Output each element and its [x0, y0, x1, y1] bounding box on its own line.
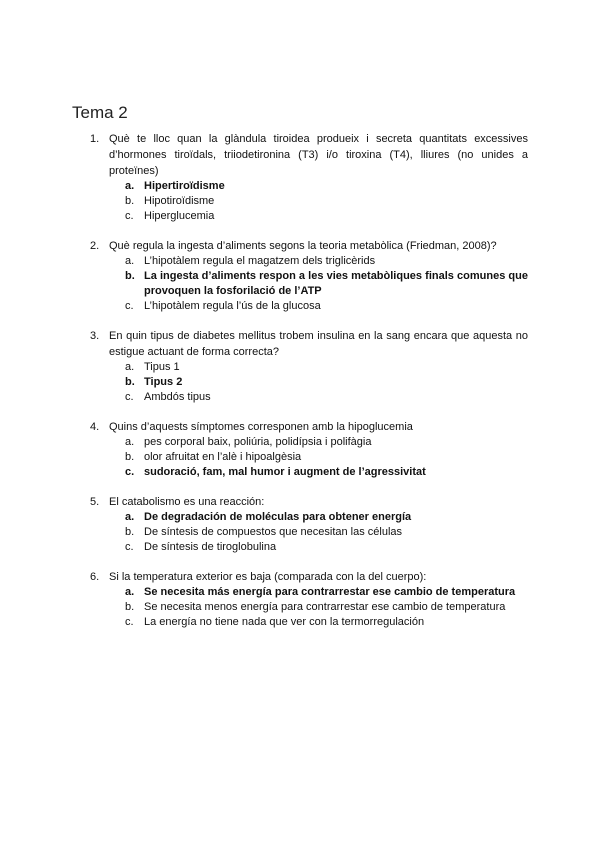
answer-option [125, 435, 528, 450]
answer-text: pes corporal baix, poliúria, polidípsia i polifàgia [144, 436, 372, 448]
answer-text: De degradación de moléculas para obtener energía [144, 511, 412, 523]
answer-option [125, 269, 528, 299]
question-1 [90, 131, 528, 224]
answer-text: De síntesis de compuestos que necesitan las células [144, 526, 403, 538]
question-3 [90, 328, 528, 405]
question-number: 6. [90, 571, 100, 583]
question-text: Quins d’aquests símptomes corresponen amb la hipoglucemia [109, 421, 413, 433]
answer-option [125, 510, 528, 525]
question-text: Què te lloc quan la glàndula tiroidea produeix i secreta quantitats excessives d’hormones tiroïdals, triiodetironina (T3) i/o tiroxina (T4), lliures (no unides a proteïnes) [109, 133, 528, 177]
answer-text: La energía no tiene nada que ver con la termorregulación [144, 616, 425, 628]
question-row [90, 328, 528, 360]
answer-option [125, 254, 528, 269]
answer-list [90, 179, 528, 224]
answer-letter: c. [125, 210, 134, 222]
question-row [90, 494, 528, 510]
answer-letter: c. [125, 391, 134, 403]
answer-letter: a. [125, 436, 135, 448]
answer-letter: a. [125, 255, 135, 267]
question-row [90, 419, 528, 435]
answer-letter: a. [125, 511, 135, 523]
answer-letter: c. [125, 466, 135, 478]
answer-list [90, 435, 528, 480]
answer-letter: b. [125, 451, 135, 463]
answer-text: La ingesta d’aliments respon a les vies metabòliques finals comunes que provoquen la fosforilació de l’ATP [144, 270, 528, 297]
answer-option [125, 375, 528, 390]
page-title: Tema 2 [72, 103, 128, 122]
question-text: Què regula la ingesta d’aliments segons la teoria metabòlica (Friedman, 2008)? [109, 240, 497, 252]
question-number: 4. [90, 421, 100, 433]
answer-text: Tipus 2 [144, 376, 183, 388]
answer-option [125, 525, 528, 540]
answer-text: sudoració, fam, mal humor i augment de l’agressivitat [144, 466, 426, 478]
answer-option [125, 194, 528, 209]
answer-letter: b. [125, 270, 135, 282]
answer-option [125, 450, 528, 465]
question-row [90, 569, 528, 585]
question-list [90, 131, 528, 644]
question-text: En quin tipus de diabetes mellitus trobem insulina en la sang encara que aquesta no estigue actuant de forma correcta? [109, 330, 528, 358]
answer-letter: a. [125, 361, 135, 373]
question-row [90, 238, 528, 254]
answer-letter: c. [125, 541, 134, 553]
answer-option [125, 360, 528, 375]
answer-option [125, 179, 528, 194]
answer-list [90, 360, 528, 405]
question-text: El catabolismo es una reacción: [109, 496, 265, 508]
answer-letter: a. [125, 586, 135, 598]
answer-text: Se necesita más energía para contrarrestar ese cambio de temperatura [144, 586, 516, 598]
answer-option [125, 390, 528, 405]
answer-text: Se necesita menos energía para contrarrestar ese cambio de temperatura [144, 601, 506, 613]
answer-text: Tipus 1 [144, 361, 180, 373]
answer-letter: b. [125, 526, 135, 538]
answer-list [90, 585, 528, 630]
answer-option [125, 299, 528, 314]
question-6 [90, 569, 528, 630]
question-number: 3. [90, 330, 100, 342]
question-row [90, 131, 528, 179]
answer-option [125, 540, 528, 555]
answer-list [90, 254, 528, 314]
answer-option [125, 600, 528, 615]
answer-letter: c. [125, 300, 134, 312]
answer-letter: b. [125, 376, 135, 388]
answer-letter: b. [125, 601, 135, 613]
answer-option [125, 615, 528, 630]
answer-list [90, 510, 528, 555]
answer-text: De síntesis de tiroglobulina [144, 541, 277, 553]
answer-option [125, 585, 528, 600]
question-number: 2. [90, 240, 100, 252]
answer-text: olor afruitat en l’alè i hipoalgèsia [144, 451, 302, 463]
question-number: 1. [90, 133, 100, 145]
answer-letter: a. [125, 180, 135, 192]
question-2 [90, 238, 528, 314]
answer-text: Hiperglucemia [144, 210, 215, 222]
answer-text: L’hipotàlem regula el magatzem dels triglicèrids [144, 255, 376, 267]
question-4 [90, 419, 528, 480]
question-number: 5. [90, 496, 100, 508]
answer-option [125, 465, 528, 480]
answer-text: Ambdós tipus [144, 391, 211, 403]
answer-text: Hipotiroïdisme [144, 195, 215, 207]
answer-letter: c. [125, 616, 134, 628]
question-5 [90, 494, 528, 555]
answer-text: L’hipotàlem regula l’ús de la glucosa [144, 300, 321, 312]
answer-letter: b. [125, 195, 135, 207]
answer-option [125, 209, 528, 224]
question-text: Si la temperatura exterior es baja (comparada con la del cuerpo): [109, 571, 427, 583]
answer-text: Hipertiroïdisme [144, 180, 225, 192]
